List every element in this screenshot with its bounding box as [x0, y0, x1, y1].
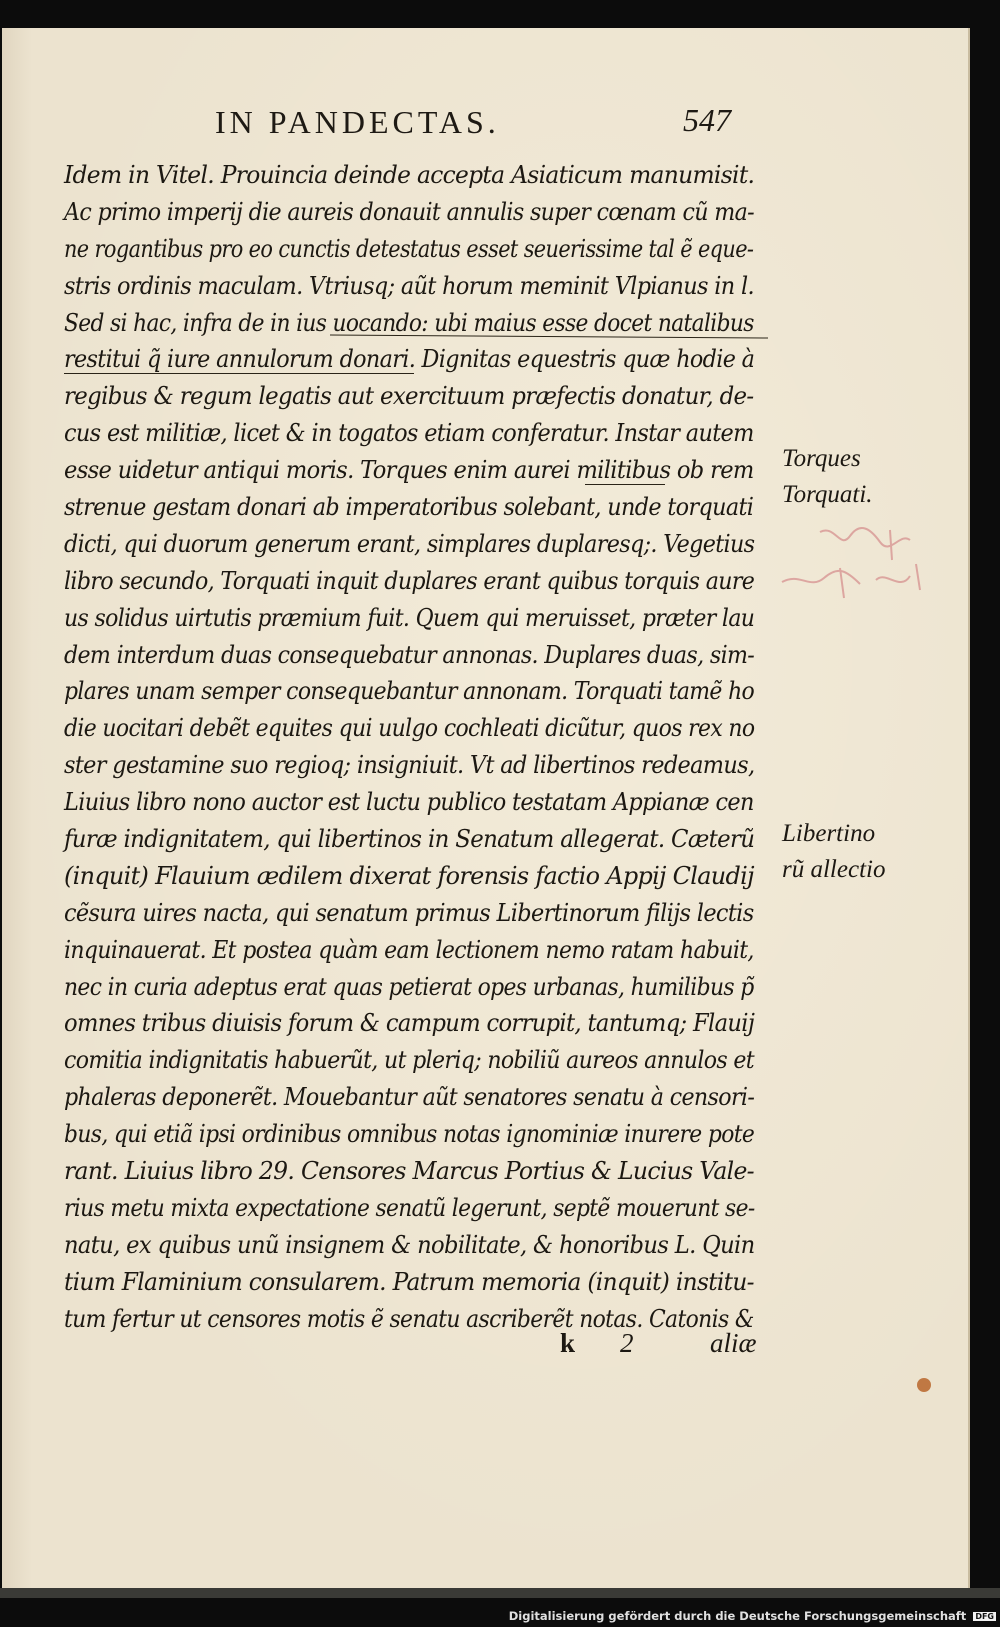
text-line: tium Flaminium consularem. Patrum memoria (inquit) institu- [64, 1267, 754, 1296]
text-line: stris ordinis maculam. Vtriusq; aũt horum meminit Vlpianus in l. [64, 271, 754, 300]
text-line: bus, qui etiã ipsi ordinibus omnibus notas ignominiæ inurere pote [64, 1120, 755, 1149]
margin-note-line: Torques [782, 445, 861, 472]
margin-note-line: rũ allectio [782, 856, 886, 883]
digitization-credit [509, 1609, 996, 1623]
credit-text: Digitalisierung gefördert durch die Deutsche Forschungsgemeinschaft [508, 1609, 967, 1623]
dfg-logo: DFG [975, 1612, 994, 1621]
ink-spot [917, 1378, 931, 1392]
text-line: plares unam semper consequebantur annonam. Torquati tamẽ ho [64, 677, 755, 706]
text-line: comitia indignitatis habuerũt, ut pleriq; nobiliũ aureos annulos et [64, 1046, 755, 1075]
text-line: nec in curia adeptus erat quas petierat opes urbanas, humilibus p̃ [64, 972, 754, 1001]
text-line: furæ indignitatem, qui libertinos in Senatum allegerat. Cæterũ [64, 825, 755, 854]
text-line: Liuius libro nono auctor est luctu publico testatam Appianæ cen [64, 788, 754, 817]
margin-note-line: Torquati. [782, 481, 873, 508]
handwritten-underline [64, 373, 414, 374]
text-line: omnes tribus diuisis forum & campum corrupit, tantumq; Flauij [64, 1009, 755, 1038]
text-line: natu, ex quibus unũ insignem & nobilitate, & honoribus L. Quin [64, 1230, 755, 1259]
text-line: cẽsura uires nacta, qui senatum primus Libertinorum filijs lectis [64, 898, 754, 927]
text-line: us solidus uirtutis præmium fuit. Quem qui meruisset, præter lau [64, 603, 755, 632]
text-line: (inquit) Flauium ædilem dixerat forensis factio Appij Claudij [64, 861, 754, 890]
text-line: rius metu mixta expectatione senatũ legerunt, septẽ mouerunt se- [64, 1193, 755, 1222]
text-line: tum fertur ut censores motis ẽ senatu ascriberẽt notas. Catonis & [64, 1304, 754, 1333]
text-line: strenue gestam donari ab imperatoribus solebant, unde torquati [64, 493, 754, 522]
page-number: 547 [683, 102, 731, 138]
text-line: die uocitari debẽt equites qui uulgo cochleati dicũtur, quos rex no [64, 714, 755, 743]
text-line: ne rogantibus pro eo cunctis detestatus esset seuerissime tal ẽ eque- [64, 234, 754, 263]
text-line: ster gestamine suo regioq; insigniuit. Vt ad libertinos redeamus, [64, 751, 755, 780]
margin-note-libertinorum [782, 816, 885, 888]
text-line: cus est militiæ, licet & in togatos etiam conferatur. Instar autem [64, 419, 754, 448]
text-line: regibus & regum legatis aut exercituum præfectis donatur, de- [64, 382, 754, 411]
text-line: Idem in Vitel. Prouincia deinde accepta Asiaticum manumisit. [64, 161, 755, 189]
red-handwritten-annotation [780, 520, 940, 620]
text-line: inquinauerat. Et postea quàm eam lectionem nemo ratam habuit, [64, 935, 754, 964]
text-line: Ac primo imperij die aureis donauit annulis super cœnam cũ ma- [64, 197, 755, 226]
text-line: dicti, qui duorum generum erant, simplares duplaresq;. Vegetius [64, 529, 755, 558]
text-line: esse uidetur antiqui moris. Torques enim aurei militibus ob rem [64, 456, 754, 485]
handwritten-underline [585, 484, 665, 485]
red-scribble-stroke [820, 528, 910, 560]
signature-number: 2 [620, 1328, 634, 1358]
signature-letter: k [560, 1328, 576, 1358]
margin-note-torques [782, 441, 873, 513]
text-line: dem interdum duas consequebatur annonas. Duplares duas, sim- [64, 640, 755, 669]
text-line: Sed si hac, infra de in ius uocando: ubi maius esse docet natalibus [64, 308, 754, 337]
text-line: libro secundo, Torquati inquit duplares erant quibus torquis aure [64, 566, 755, 595]
running-head: IN PANDECTAS. [215, 104, 500, 140]
red-scribble-stroke [782, 564, 920, 598]
text-line: rant. Liuius libro 29. Censores Marcus Portius & Lucius Vale- [64, 1157, 754, 1186]
catchword: aliæ [710, 1328, 757, 1358]
scan-bottom-strip [0, 1588, 1000, 1598]
text-line: restitui q̃ iure annulorum donari. Dignitas equestris quæ hodie à [64, 345, 755, 374]
margin-note-line: Libertino [782, 820, 876, 847]
text-line: phaleras deponerẽt. Mouebantur aũt senatores senatu à censori- [64, 1083, 755, 1112]
